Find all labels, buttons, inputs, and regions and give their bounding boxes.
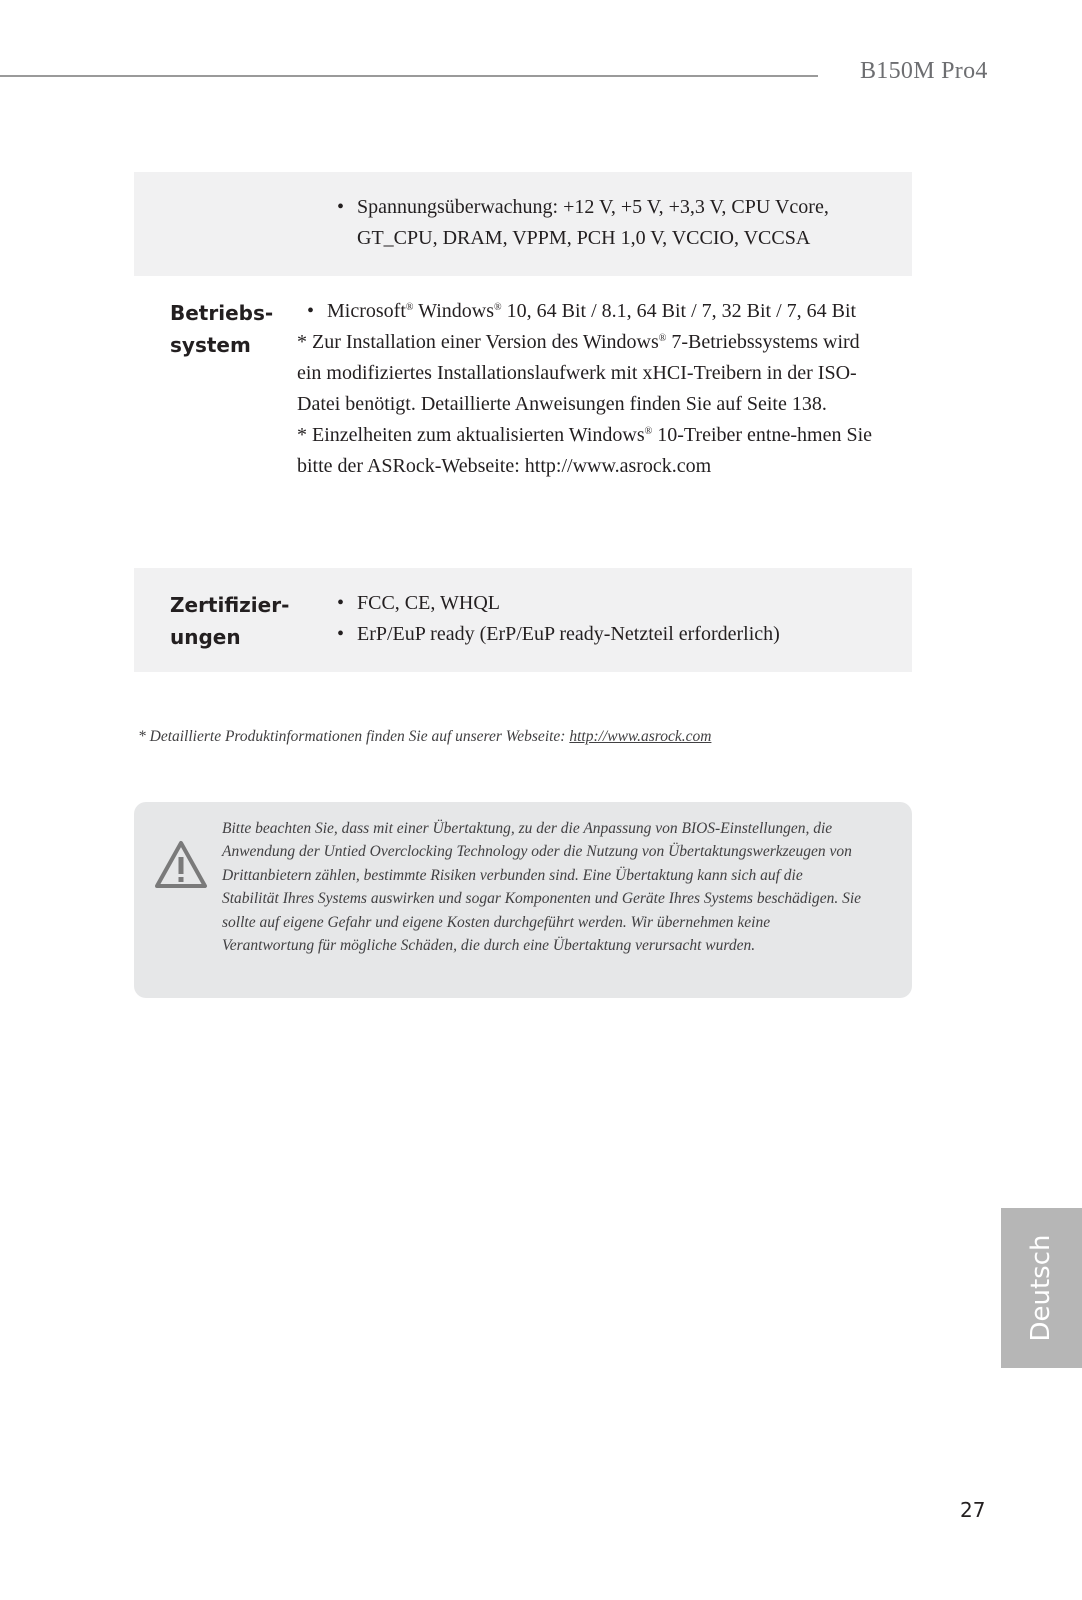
- monitoring-bullet: • Spannungsüberwachung: +12 V, +5 V, +3,3 V, CPU Vcore, GT_CPU, DRAM, VPPM, PCH 1,0 V, VCCIO, VCCSA: [327, 192, 887, 254]
- os-note-driver: [297, 420, 889, 482]
- spec-row-certifications: [134, 568, 912, 672]
- os-note-install-post: 7-Betriebssystems wird ein modifiziertes Installationslaufwerk mit xHCI-Treibern in der ISO-Datei benötigt. Detaillierte Anweisungen finden Sie auf Seite 138.: [297, 331, 860, 415]
- header-title: B150M Pro4: [860, 58, 988, 84]
- language-tab: [1001, 1208, 1082, 1368]
- os-label-line1: Betriebs-: [170, 301, 274, 325]
- product-info-footnote: [138, 728, 711, 746]
- cert-label: [170, 589, 289, 653]
- cert-label-line1: Zertifizier-: [170, 593, 290, 617]
- os-bullet: [297, 296, 889, 327]
- os-label-line2: system: [170, 333, 251, 357]
- language-tab-label: Deutsch: [1026, 1234, 1056, 1342]
- cert-bullet: • FCC, CE, WHQL: [327, 588, 887, 619]
- os-note-install: [297, 327, 889, 420]
- os-bullet-mid: Windows: [418, 300, 494, 322]
- page-number: 27: [960, 1498, 986, 1522]
- registered-mark: ®: [494, 302, 502, 313]
- os-bullet-rest: 10, 64 Bit / 8.1, 64 Bit / 7, 32 Bit / 7, 64 Bit: [506, 300, 857, 322]
- header-rule: [0, 75, 818, 77]
- warning-triangle-icon: [154, 840, 208, 890]
- os-note-install-pre: * Zur Installation einer Version des Windows: [297, 331, 659, 353]
- os-note-driver-post: 10-Treiber entne-hmen Sie bitte der ASRock-Webseite: http://www.asrock.com: [297, 424, 872, 477]
- cert-bullet: • ErP/EuP ready (ErP/EuP ready-Netzteil erforderlich): [327, 619, 887, 650]
- cert-label-line2: ungen: [170, 625, 241, 649]
- os-bullet-prefix: Microsoft: [327, 300, 406, 322]
- os-note-driver-pre: * Einzelheiten zum aktualisierten Windows: [297, 424, 645, 446]
- monitoring-content: [327, 192, 887, 254]
- cert-content: [327, 588, 887, 650]
- spec-row-monitoring: [134, 172, 912, 276]
- footnote-text: * Detaillierte Produktinformationen finden Sie auf unserer Webseite:: [138, 728, 570, 745]
- registered-mark: ®: [644, 426, 653, 437]
- registered-mark: ®: [658, 333, 667, 344]
- overclocking-warning-box: [134, 802, 912, 998]
- os-content: [297, 296, 889, 482]
- warning-text: Bitte beachten Sie, dass mit einer Übertaktung, zu der die Anpassung von BIOS-Einstellungen, die Anwendung der Untied Overclocking Technology oder die Nutzung von Übertaktungswerkzeugen von Drittanbietern zählen, bestimmte Risiken verbunden sind. Eine Übertaktung kann sich auf die Stabilität Ihres Systems auswirken und sogar Komponenten und Geräte Ihres Systems beschädigen. Sie sollte auf eigene Gefahr und eigene Kosten durchgeführt werden. Wir übernehmen keine Verantwortung für mögliche Schäden, die durch eine Übertaktung verursacht wurden.: [222, 820, 862, 955]
- spec-row-os: [134, 276, 912, 568]
- registered-mark: ®: [405, 302, 414, 313]
- asrock-website-link[interactable]: http://www.asrock.com: [569, 728, 712, 745]
- os-label: [170, 297, 273, 361]
